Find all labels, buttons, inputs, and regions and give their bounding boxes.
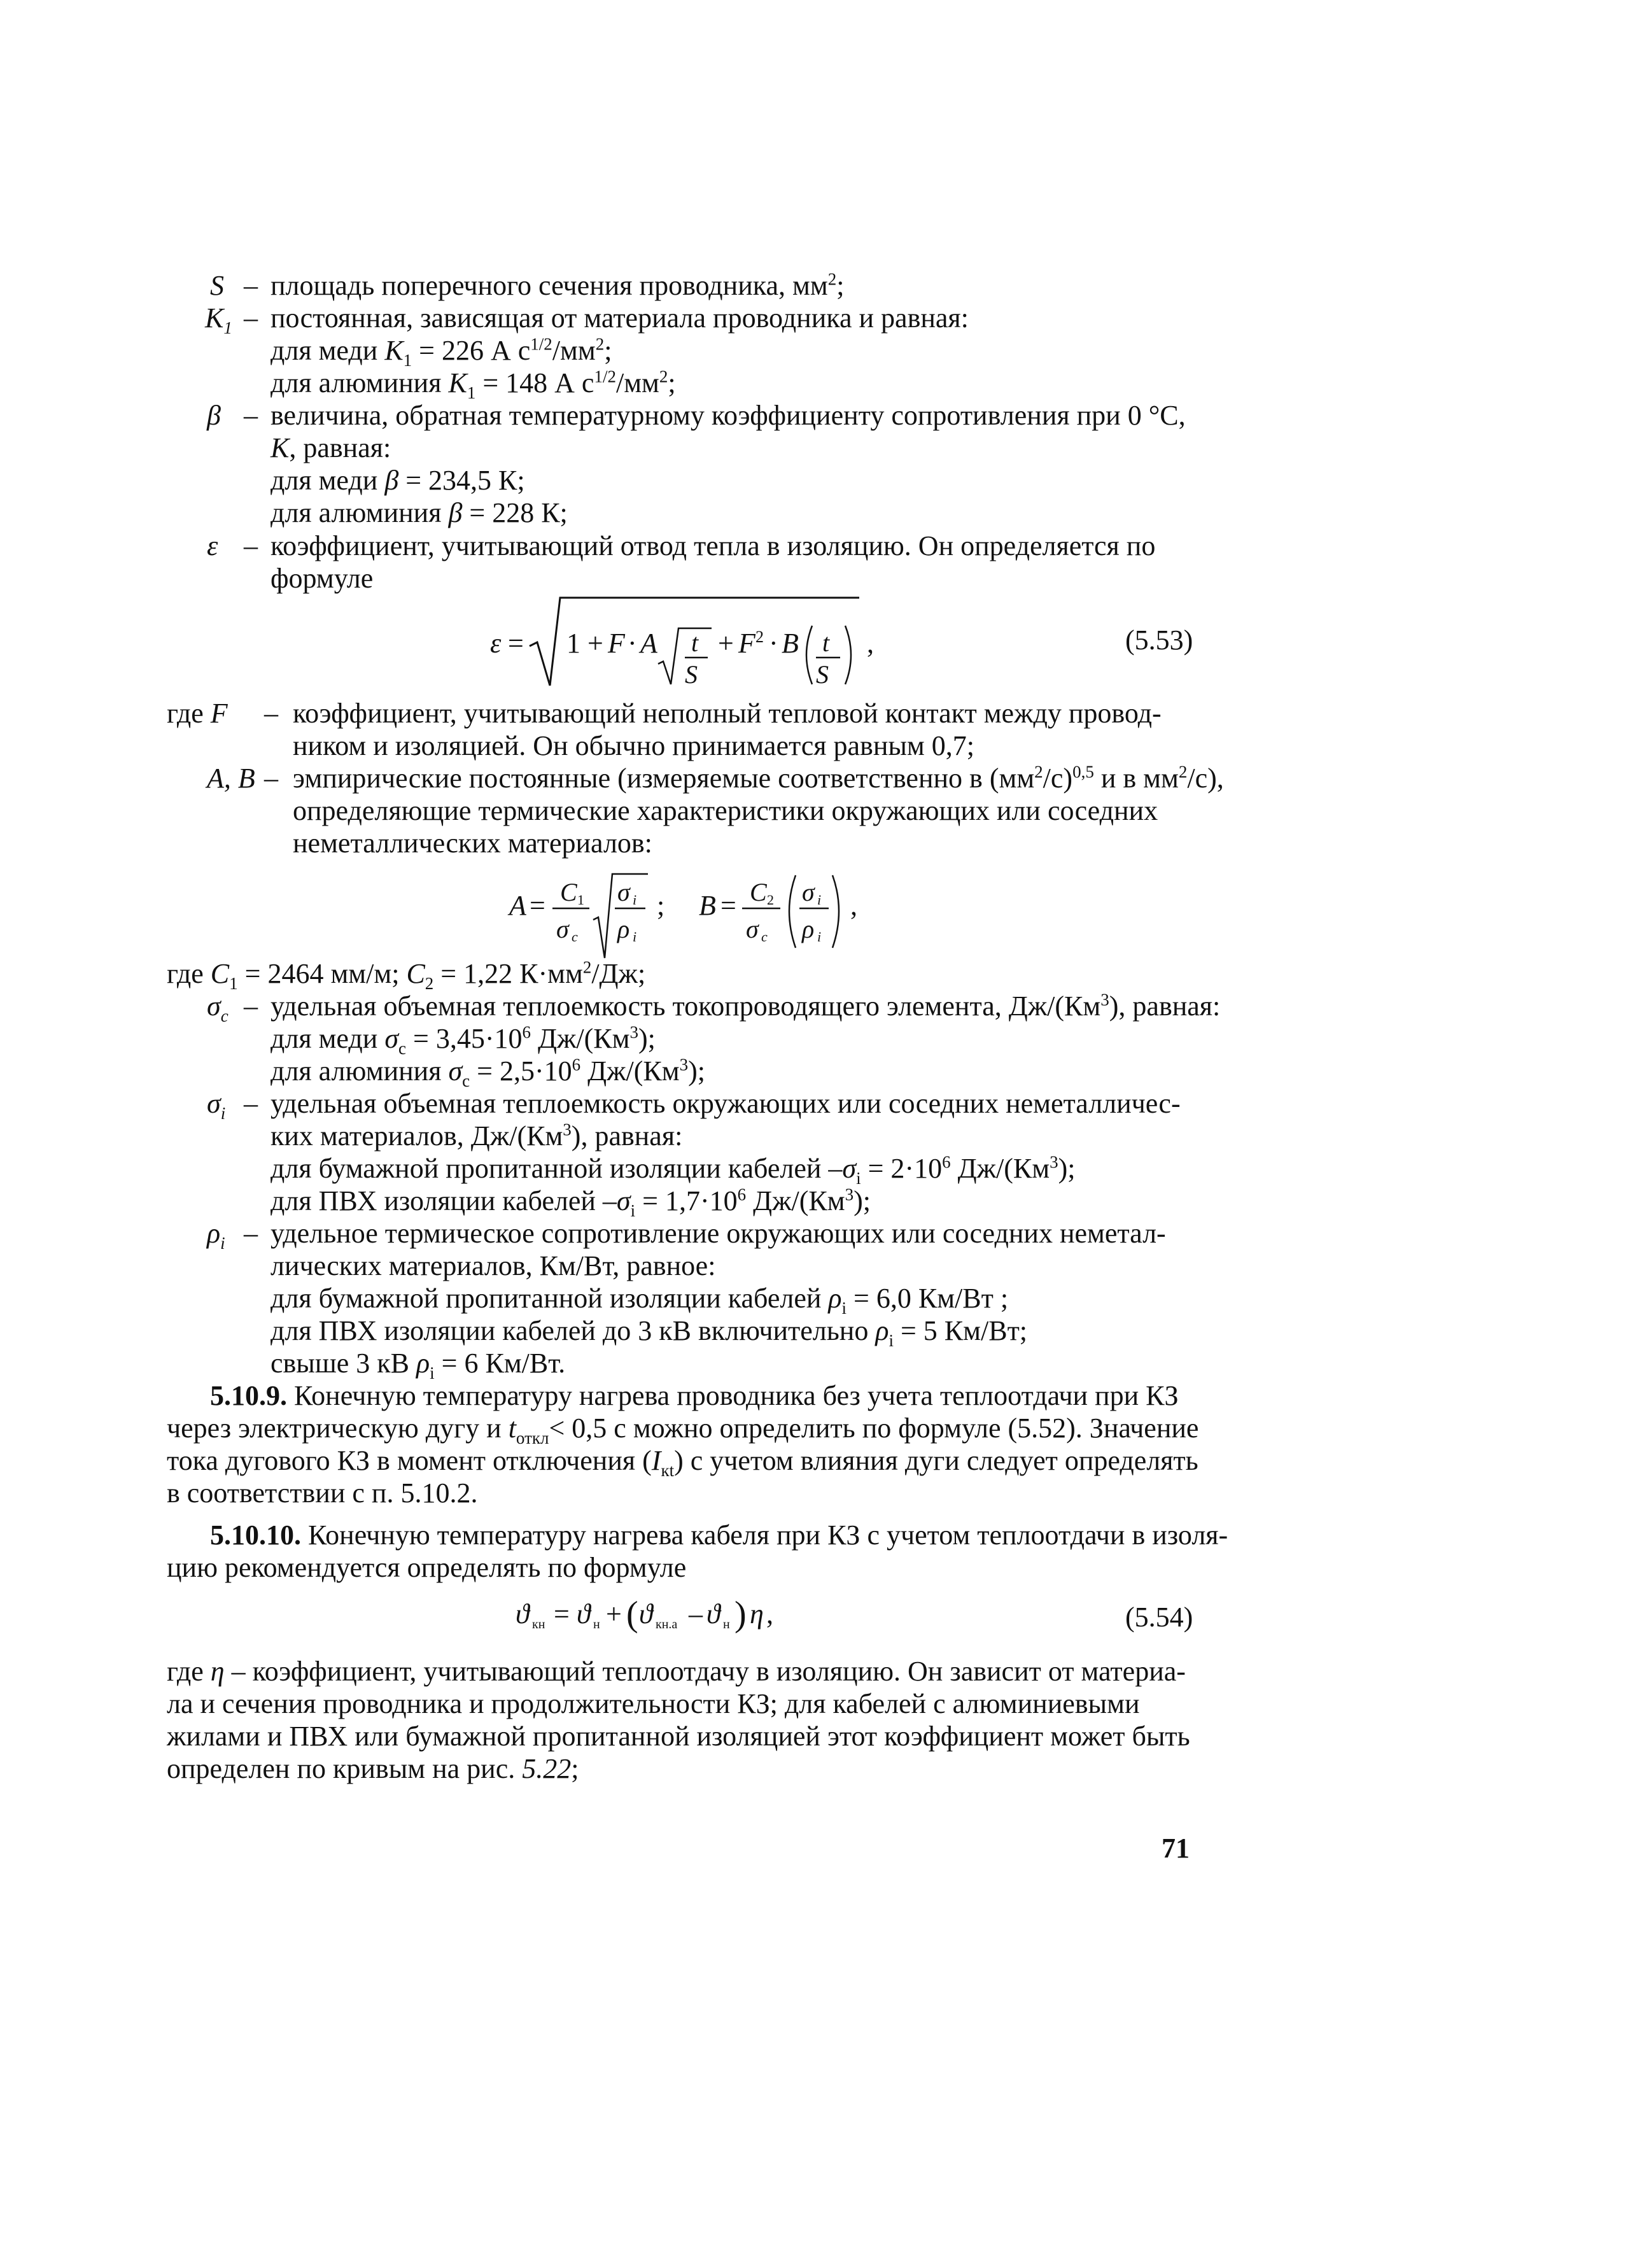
- formula-A-B: [496, 863, 904, 964]
- svg-text:c: c: [761, 929, 768, 945]
- sigma-i-pvc: для ПВХ изоляции кабелей $-\sigma_i = 1,7\cdot 10^6$ $Дж/(Км^3)$;: [270, 1185, 871, 1220]
- def-eps-text2: формуле: [270, 563, 374, 594]
- svg-text:A: A: [509, 890, 526, 921]
- def-S-text: площадь поперечного сечения проводника, $мм^2$;: [270, 269, 845, 301]
- dash: –: [244, 530, 258, 561]
- p5109-line4: в соответствии с п. 5.10.2.: [167, 1477, 478, 1509]
- svg-text:;: ;: [657, 890, 665, 921]
- rho-i-line1: удельное термическое сопротивление окружающих или соседних неметал-: [270, 1218, 1166, 1249]
- svg-text:=: =: [720, 890, 736, 921]
- svg-text:i: i: [633, 892, 637, 908]
- svg-text:S: S: [816, 660, 829, 689]
- constants-line: где $C_1 = 2464$ мм/м; $C_2 = 1,22$ $К\cdot мм^2/Дж$;: [167, 957, 646, 993]
- sigma-c-text: удельная объемная теплоемкость токопроводящего элемента, $Дж/(Км^3)$, равная:: [270, 990, 1221, 1022]
- where-F-line1: коэффициент, учитывающий неполный тепловой контакт между провод-: [293, 698, 1162, 729]
- svg-text:S: S: [685, 660, 698, 689]
- svg-text:c: c: [572, 929, 578, 945]
- p5109-line3: тока дугового КЗ в момент отключения $(I_{кt})$ с учетом влияния дуги следует определять: [167, 1445, 1198, 1480]
- svg-text:н: н: [723, 1617, 730, 1631]
- def-beta-text2: K, равная:: [270, 432, 391, 463]
- svg-text:+: +: [718, 628, 734, 659]
- svg-text:σ: σ: [802, 878, 815, 906]
- svg-text:i: i: [633, 929, 637, 945]
- dash: –: [264, 763, 278, 794]
- equation-number: (5.53): [1125, 624, 1193, 656]
- svg-text:σ: σ: [556, 915, 569, 943]
- svg-text:2: 2: [767, 892, 774, 908]
- symbol-AB: A, B: [207, 763, 255, 794]
- svg-text:B: B: [699, 890, 716, 921]
- formula-5-53: [471, 589, 891, 694]
- svg-text:): ): [734, 1595, 747, 1634]
- svg-text:C: C: [560, 878, 577, 906]
- svg-text:,: ,: [850, 890, 857, 921]
- svg-text:t: t: [822, 628, 830, 657]
- svg-text:σ: σ: [746, 915, 759, 943]
- svg-text:·: ·: [628, 628, 637, 659]
- symbol-sigma-c: $\sigma_c$: [207, 990, 228, 1025]
- where-AB-line2: определяющие термические характеристики окружающих или соседних: [293, 795, 1158, 826]
- svg-text:=: =: [554, 1598, 570, 1630]
- page-number: 71: [1162, 1833, 1190, 1864]
- symbol-sigma-i: $\sigma_i$: [207, 1088, 226, 1123]
- def-beta-text1: величина, обратная температурному коэффициенту сопротивления при 0 °С,: [270, 400, 1186, 431]
- p5109-line2: через электрическую дугу и $t_{откл}< 0,5$ с можно определить по формуле (5.52). Значение: [167, 1412, 1199, 1447]
- p51010-line1: 5.10.10. Конечную температуру нагрева кабеля при КЗ с учетом теплоотдачи в изоля-: [210, 1519, 1228, 1551]
- where-F-lead: где F: [167, 698, 228, 729]
- svg-text:σ: σ: [617, 878, 630, 906]
- svg-text:ϑ: ϑ: [706, 1598, 720, 1630]
- dash: –: [244, 302, 258, 334]
- svg-text:,: ,: [867, 628, 874, 659]
- svg-text:F: F: [738, 628, 755, 659]
- sigma-i-line2: ких материалов, $Дж/(Км^3)$, равная:: [270, 1120, 683, 1152]
- dash: –: [244, 990, 258, 1022]
- svg-text:=: =: [530, 890, 545, 921]
- svg-text:A: A: [640, 628, 657, 659]
- svg-text:ϑ: ϑ: [639, 1598, 653, 1630]
- svg-text:i: i: [817, 929, 822, 945]
- svg-text:(: (: [626, 1595, 638, 1634]
- sigma-i-paper: для бумажной пропитанной изоляции кабелей $-\sigma_i = 2\cdot 10^6$ $Дж/(Км^3)$;: [270, 1152, 1076, 1188]
- symbol-epsilon: ε: [207, 530, 218, 561]
- eta-line4: определен по кривым на рис. 5.22;: [167, 1753, 579, 1784]
- equation-number: (5.54): [1125, 1602, 1193, 1633]
- svg-text:1 +: 1 +: [566, 628, 603, 659]
- svg-text:C: C: [750, 878, 767, 906]
- symbol-rho-i: $\rho_i$: [207, 1218, 225, 1253]
- p51010-line2: цию рекомендуется определять по формуле: [167, 1552, 687, 1583]
- svg-text:1: 1: [577, 892, 584, 908]
- svg-text:=: =: [508, 628, 524, 659]
- svg-text:ϑ: ϑ: [516, 1598, 530, 1630]
- def-beta-aluminum: для алюминия β = 228 К;: [270, 497, 568, 528]
- svg-text:i: i: [817, 892, 822, 908]
- svg-text:η: η: [750, 1598, 764, 1630]
- dash: –: [244, 1218, 258, 1249]
- dash: –: [244, 400, 258, 431]
- svg-text:кн: кн: [532, 1617, 545, 1631]
- sigma-c-copper: для меди $\sigma_c = 3,45\cdot 10^6$ $Дж/(Км^3)$;: [270, 1022, 656, 1058]
- dash: –: [244, 270, 258, 301]
- sigma-i-line1: удельная объемная теплоемкость окружающих или соседних неметалличес-: [270, 1088, 1181, 1119]
- where-AB-line1: эмпирические постоянные (измеряемые соответственно в $(мм^2/с)^{0,5}$ и в $мм^2/с$),: [293, 762, 1224, 794]
- formula-5-54: [509, 1586, 840, 1644]
- where-AB-line3: неметаллических материалов:: [293, 828, 652, 859]
- svg-text:–: –: [689, 1598, 703, 1630]
- rho-i-pvc: для ПВХ изоляции кабелей до 3 кВ включительно $\rho_i = 5$ Км/Вт;: [270, 1315, 1028, 1350]
- eta-line3: жилами и ПВХ или бумажной пропитанной изоляцией этот коэффициент может быть: [167, 1721, 1190, 1752]
- svg-text:ρ: ρ: [617, 915, 630, 943]
- svg-text:F: F: [608, 628, 625, 659]
- def-K1-aluminum: для алюминия $K_1 = 148$ А $с^{1/2}/мм^2$;: [270, 367, 676, 402]
- dash: –: [264, 698, 278, 729]
- eta-line2: ла и сечения проводника и продолжительности КЗ; для кабелей с алюминиевыми: [167, 1688, 1140, 1719]
- svg-text:,: ,: [766, 1598, 773, 1630]
- p5109-line1: 5.10.9. Конечную температуру нагрева проводника без учета теплоотдачи при КЗ: [210, 1380, 1179, 1411]
- symbol-beta: β: [207, 400, 221, 431]
- symbol-S: S: [210, 270, 224, 301]
- svg-text:ε: ε: [490, 628, 502, 659]
- svg-text:ρ: ρ: [802, 915, 815, 943]
- rho-i-line2: лических материалов, Км/Вт, равное:: [270, 1250, 716, 1281]
- svg-text:·: ·: [769, 628, 778, 659]
- svg-text:+: +: [606, 1598, 622, 1630]
- svg-text:кн.а: кн.а: [656, 1617, 678, 1631]
- eta-line1: где η – коэффициент, учитывающий теплоотдачу в изоляцию. Он зависит от материа-: [167, 1656, 1186, 1687]
- rho-i-above: свыше 3 кВ $\rho_i = 6$ Км/Вт.: [270, 1348, 566, 1383]
- svg-text:t: t: [691, 628, 699, 657]
- svg-text:B: B: [782, 628, 799, 659]
- def-K1-copper: для меди $K_1 = 226$ А $с^{1/2}/мм^2$;: [270, 334, 612, 370]
- def-K1-text: постоянная, зависящая от материала проводника и равная:: [270, 302, 969, 334]
- rho-i-paper: для бумажной пропитанной изоляции кабелей $\rho_i = 6,0$ Км/Вт ;: [270, 1283, 1009, 1318]
- sigma-c-aluminum: для алюминия $\sigma_c = 2,5\cdot 10^6$ $Дж/(Км^3)$;: [270, 1055, 705, 1090]
- where-F-line2: ником и изоляцией. Он обычно принимается равным 0,7;: [293, 730, 974, 761]
- def-eps-text1: коэффициент, учитывающий отвод тепла в изоляцию. Он определяется по: [270, 530, 1156, 561]
- svg-text:ϑ: ϑ: [577, 1598, 591, 1630]
- dash: –: [244, 1088, 258, 1119]
- symbol-K1: $K_1$: [205, 302, 232, 337]
- svg-text:2: 2: [755, 628, 764, 646]
- svg-text:н: н: [593, 1617, 600, 1631]
- def-beta-copper: для меди β = 234,5 К;: [270, 465, 525, 496]
